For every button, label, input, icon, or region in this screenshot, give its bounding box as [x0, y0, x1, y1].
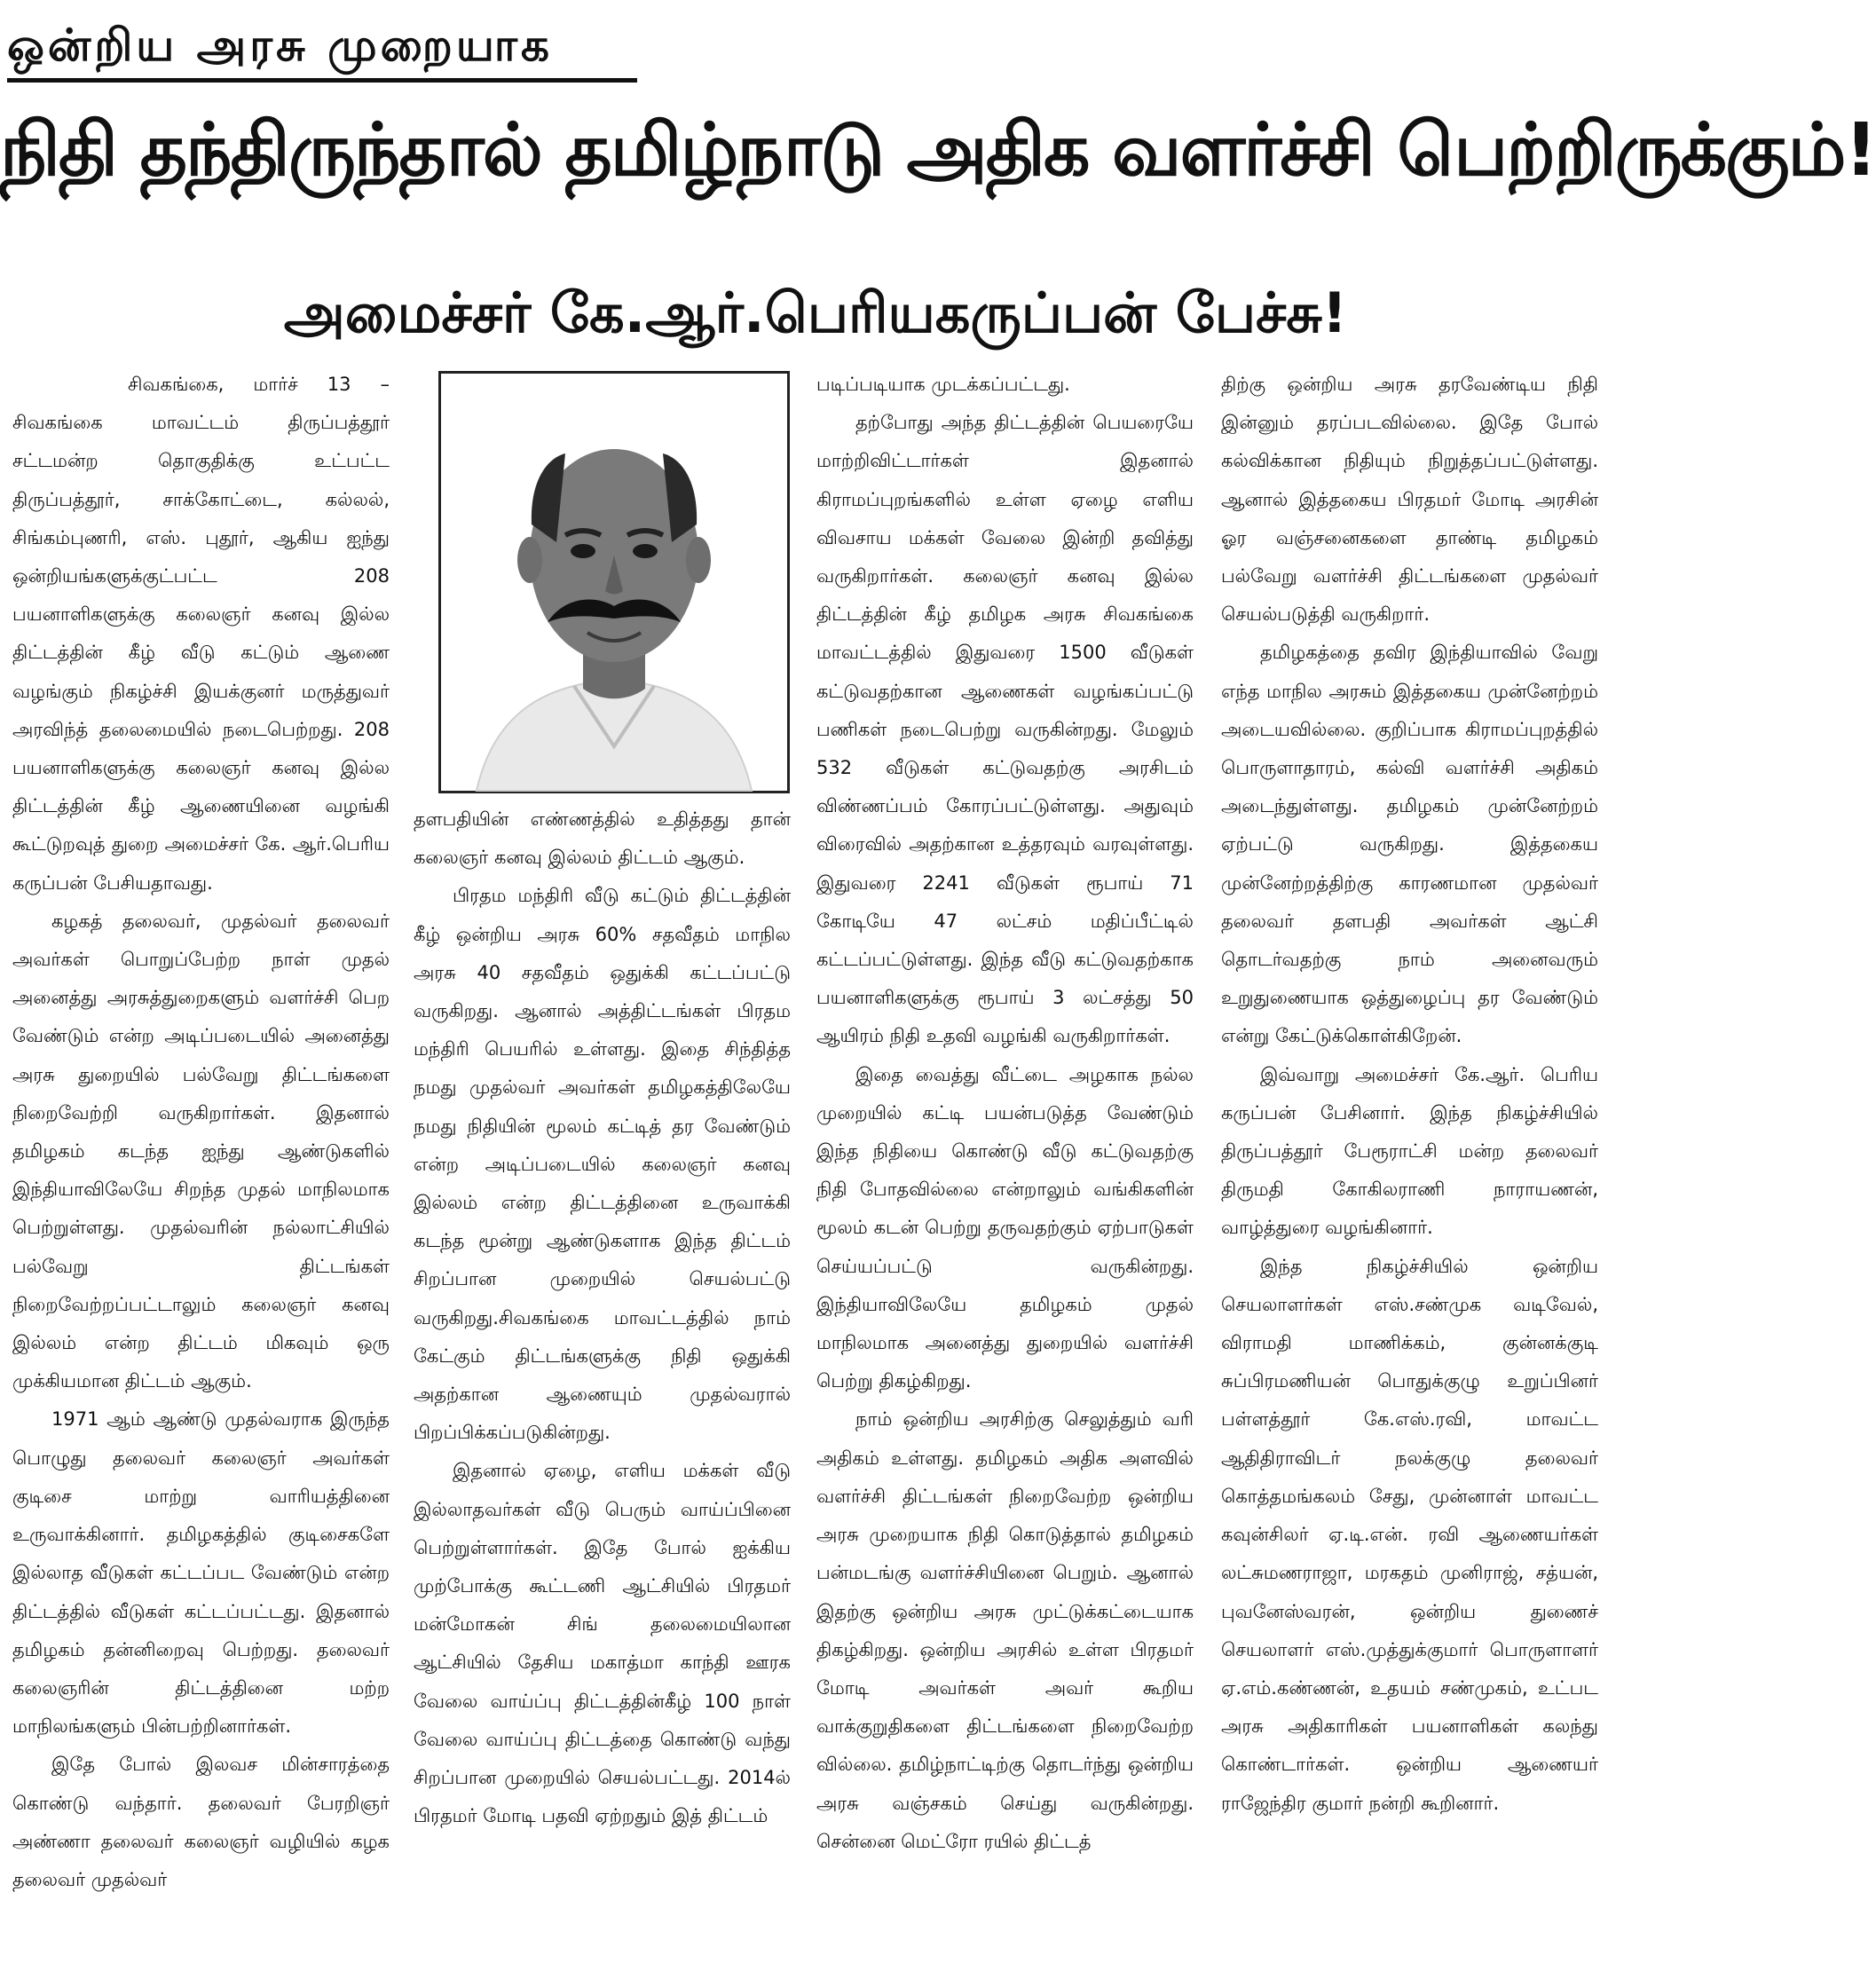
kicker-underline — [7, 78, 637, 83]
paragraph: இதனால் ஏழை, எளிய மக்கள் வீடு இல்லாதவர்கள் வீடு பெரும் வாய்ப்பினை பெற்றுள்ளார்கள். இதே போல் ஐக்கிய முற்போக்கு கூட்டணி ஆட்சியில் பிரதமர் மன்மோகன் சிங் தலைமையிலான ஆட்சியில் தேசிய மகாத்மா காந்தி ஊரக வேலை வாய்ப்பு திட்டத்தின்கீழ் 100 நாள் வேலை வாய்ப்பு திட்டத்தை கொண்டு வந்து சிறப்பான முறையில் செயல்பட்டது. 2014ல் பிரதமர் மோடி பதவி ஏற்றதும் இத் திட்டம் — [414, 1460, 791, 1827]
article-column-3 — [816, 366, 1194, 1970]
article-column-2 — [414, 800, 791, 1970]
paragraph: கழகத் தலைவர், முதல்வர் தலைவர் அவர்கள் பொறுப்பேற்ற நாள் முதல் அனைத்து அரசுத்துறைகளும் வளர்ச்சி பெற வேண்டும் என்ற அடிப்படையில் அனைத்து அரசு துறையில் பல்வேறு திட்டங்களை நிறைவேற்றி வருகிறார்கள். இதனால் தமிழகம் கடந்த ஐந்து ஆண்டுகளில் இந்தியாவிலேயே சிறந்த முதல் மாநிலமாக பெற்றுள்ளது. முதல்வரின் நல்லாட்சியில் பல்வேறு திட்டங்கள் நிறைவேற்றப்பட்டாலும் கலைஞர் கனவு இல்லம் என்ற திட்டம் மிகவும் ஒரு முக்கியமான திட்டம் ஆகும். — [12, 910, 390, 1392]
paragraph: தளபதியின் எண்ணத்தில் உதித்தது தான் கலைஞர் கனவு இல்லம் திட்டம் ஆகும். — [414, 808, 791, 869]
paragraph: நாம் ஒன்றிய அரசிற்கு செலுத்தும் வரி அதிகம் உள்ளது. தமிழகம் அதிக அளவில் வளர்ச்சி திட்டங்கள் நிறைவேற்ற ஒன்றிய அரசு முறையாக நிதி கொடுத்தால் தமிழகம் பன்மடங்கு வளர்ச்சியினை பெறும். ஆனால் இதற்கு ஒன்றிய அரசு முட்டுக்கட்டையாக திகழ்கிறது. ஒன்றிய அரசில் உள்ள பிரதமர் மோடி அவர்கள் அவர் கூறிய வாக்குறுதிகளை திட்டங்களை நிறைவேற்ற வில்லை. தமிழ்நாட்டிற்கு தொடர்ந்து ஒன்றிய அரசு வஞ்சகம் செய்து வருகின்றது. சென்னை மெட்ரோ ரயில் திட்டத் — [816, 1408, 1194, 1852]
paragraph: இந்த நிகழ்ச்சியில் ஒன்றிய செயலாளர்கள் எஸ்.சண்முக வடிவேல், விராமதி மாணிக்கம், குன்னக்குடி சுப்பிரமணியன் பொதுக்குழு உறுப்பினர் பள்ளத்தூர் கே.எஸ்.ரவி, மாவட்ட ஆதிதிராவிடர் நலக்குழு தலைவர் கொத்தமங்கலம் சேது, முன்னாள் மாவட்ட கவுன்சிலர் ஏ.டி.என். ரவி ஆணையர்கள் லட்சுமணராஜா, மரகதம் முனிராஜ், சத்யன், புவனேஸ்வரன், ஒன்றிய துணைச் செயலாளர் எஸ்.முத்துக்குமார் பொருளாளர் ஏ.எம்.கண்ணன், உதயம் சண்முகம், உட்பட அரசு அதிகாரிகள் பயனாளிகள் கலந்து கொண்டார்கள். ஒன்றிய ஆணையர் ராஜேந்திர குமார் நன்றி கூறினார். — [1221, 1255, 1598, 1814]
paragraph: இவ்வாறு அமைச்சர் கே.ஆர். பெரிய கருப்பன் பேசினார். இந்த நிகழ்ச்சியில் திருப்பத்தூர் பேரூராட்சி மன்ற தலைவர் திருமதி கோகிலராணி நாராயணன், வாழ்த்துரை வழங்கினார். — [1221, 1063, 1598, 1239]
paragraph: திற்கு ஒன்றிய அரசு தரவேண்டிய நிதி இன்னும் தரப்படவில்லை. இதே போல் கல்விக்கான நிதியும் நிறுத்தப்பட்டுள்ளது. ஆனால் இத்தகைய பிரதமர் மோடி அரசின் ஓர வஞ்சனைகளை தாண்டி தமிழகம் பல்வேறு வளர்ச்சி திட்டங்களை முதல்வர் செயல்படுத்தி வருகிறார். — [1221, 374, 1598, 626]
paragraph: படிப்படியாக முடக்கப்பட்டது. — [816, 374, 1070, 395]
paragraph: சிவகங்கை, மார்ச் 13 – சிவகங்கை மாவட்டம் திருப்பத்தூர் சட்டமன்ற தொகுதிக்கு உட்பட்ட திருப்பத்தூர், சாக்கோட்டை, கல்லல், சிங்கம்புணரி, எஸ். புதூர், ஆகிய ஐந்து ஒன்றியங்களுக்குட்பட்ட 208 பயனாளிகளுக்கு கலைஞர் கனவு இல்ல திட்டத்தின் கீழ் வீடு கட்டும் ஆணை வழங்கும் நிகழ்ச்சி இயக்குனர் மருத்துவர் அரவிந்த் தலைமையில் நடைபெற்றது. 208 பயனாளிகளுக்கு கலைஞர் கனவு இல்ல திட்டத்தின் கீழ் ஆணையினை வழங்கி கூட்டுறவுத் துறை அமைச்சர் கே. ஆர்.பெரிய கருப்பன் பேசியதாவது. — [12, 374, 390, 894]
minister-photo — [438, 371, 790, 793]
article-column-1 — [12, 366, 390, 1970]
kicker: ஒன்றிய அரசு முறையாக — [7, 20, 553, 71]
headline: நிதி தந்திருந்தால் தமிழ்நாடு அதிக வளர்ச்சி பெற்றிருக்கும்! — [0, 108, 1876, 193]
subheadline: அமைச்சர் கே.ஆர்.பெரியகருப்பன் பேச்சு! — [283, 280, 1348, 345]
paragraph: இதே போல் இலவச மின்சாரத்தை கொண்டு வந்தார். தலைவர் பேரறிஞர் அண்ணா தலைவர் கலைஞர் வழியில் கழக தலைவர் முதல்வர் — [12, 1754, 390, 1890]
paragraph: தமிழகத்தை தவிர இந்தியாவில் வேறு எந்த மாநில அரசும் இத்தகைய முன்னேற்றம் அடையவில்லை. குறிப்பாக கிராமப்புறத்தில் பொருளாதாரம், கல்வி வளர்ச்சி அதிகம் அடைந்துள்ளது. தமிழகம் முன்னேற்றம் ஏற்பட்டு வருகிறது. இத்தகைய முன்னேற்றத்திற்கு காரணமான முதல்வர் தலைவர் தளபதி அவர்கள் ஆட்சி தொடர்வதற்கு நாம் அனைவரும் உறுதுணையாக ஒத்துழைப்பு தர வேண்டும் என்று கேட்டுக்கொள்கிறேன். — [1221, 642, 1598, 1047]
paragraph: இதை வைத்து வீட்டை அழகாக நல்ல முறையில் கட்டி பயன்படுத்த வேண்டும் இந்த நிதியை கொண்டு வீடு கட்டுவதற்கு நிதி போதவில்லை என்றாலும் வங்கிகளின் மூலம் கடன் பெற்று தருவதற்கும் ஏற்பாடுகள் செய்யப்பட்டு வருகின்றது. இந்தியாவிலேயே தமிழகம் முதல் மாநிலமாக அனைத்து துறையில் வளர்ச்சி பெற்று திகழ்கிறது. — [816, 1063, 1194, 1392]
paragraph: 1971 ஆம் ஆண்டு முதல்வராக இருந்த பொழுது தலைவர் கலைஞர் அவர்கள் குடிசை மாற்று வாரியத்தினை உருவாக்கினார். தமிழகத்தில் குடிசைகளே இல்லாத வீடுகள் கட்டப்பட வேண்டும் என்ற திட்டத்தில் வீடுகள் கட்டப்பட்டது. இதனால் தமிழகம் தன்னிறைவு பெற்றது. தலைவர் கலைஞரின் திட்டத்தினை மற்ற மாநிலங்களும் பின்பற்றினார்கள். — [12, 1408, 390, 1738]
paragraph: பிரதம மந்திரி வீடு கட்டும் திட்டத்தின் கீழ் ஒன்றிய அரசு 60% சதவீதம் மாநில அரசு 40 சதவீதம் ஒதுக்கி கட்டப்பட்டு வருகிறது. ஆனால் அத்திட்டங்கள் பிரதம மந்திரி பெயரில் உள்ளது. இதை சிந்தித்த நமது முதல்வர் அவர்கள் தமிழகத்திலேயே நமது நிதியின் மூலம் கட்டித் தர வேண்டும் என்ற அடிப்படையில் கலைஞர் கனவு இல்லம் என்ற திட்டத்தினை உருவாக்கி கடந்த மூன்று ஆண்டுகளாக இந்த திட்டம் சிறப்பான முறையில் செயல்பட்டு வருகிறது.சிவகங்கை மாவட்டத்தில் நாம் கேட்கும் திட்டங்களுக்கு நிதி ஒதுக்கி அதற்கான ஆணையும் முதல்வரால் பிறப்பிக்கப்படுகின்றது. — [414, 885, 791, 1444]
paragraph: தற்போது அந்த திட்டத்தின் பெயரையே மாற்றிவிட்டார்கள் இதனால் கிராமப்புறங்களில் உள்ள ஏழை எளிய விவசாய மக்கள் வேலை இன்றி தவித்து வருகிறார்கள். கலைஞர் கனவு இல்ல திட்டத்தின் கீழ் தமிழக அரசு சிவகங்கை மாவட்டத்தில் இதுவரை 1500 வீடுகள் கட்டுவதற்கான ஆணைகள் வழங்கப்பட்டு பணிகள் நடைபெற்று வருகின்றது. மேலும் 532 வீடுகள் கட்டுவதற்கு அரசிடம் விண்ணப்பம் கோரப்பட்டுள்ளது. அதுவும் விரைவில் அதற்கான உத்தரவும் வரவுள்ளது. இதுவரை 2241 வீடுகள் ரூபாய் 71 கோடியே 47 லட்சம் மதிப்பீட்டில் கட்டப்பட்டுள்ளது. இந்த வீடு கட்டுவதற்காக பயனாளிகளுக்கு ரூபாய் 3 லட்சத்து 50 ஆயிரம் நிதி உதவி வழங்கி வருகிறார்கள். — [816, 412, 1194, 1047]
minister-portrait-icon — [441, 374, 787, 791]
article-column-4 — [1221, 366, 1598, 1970]
